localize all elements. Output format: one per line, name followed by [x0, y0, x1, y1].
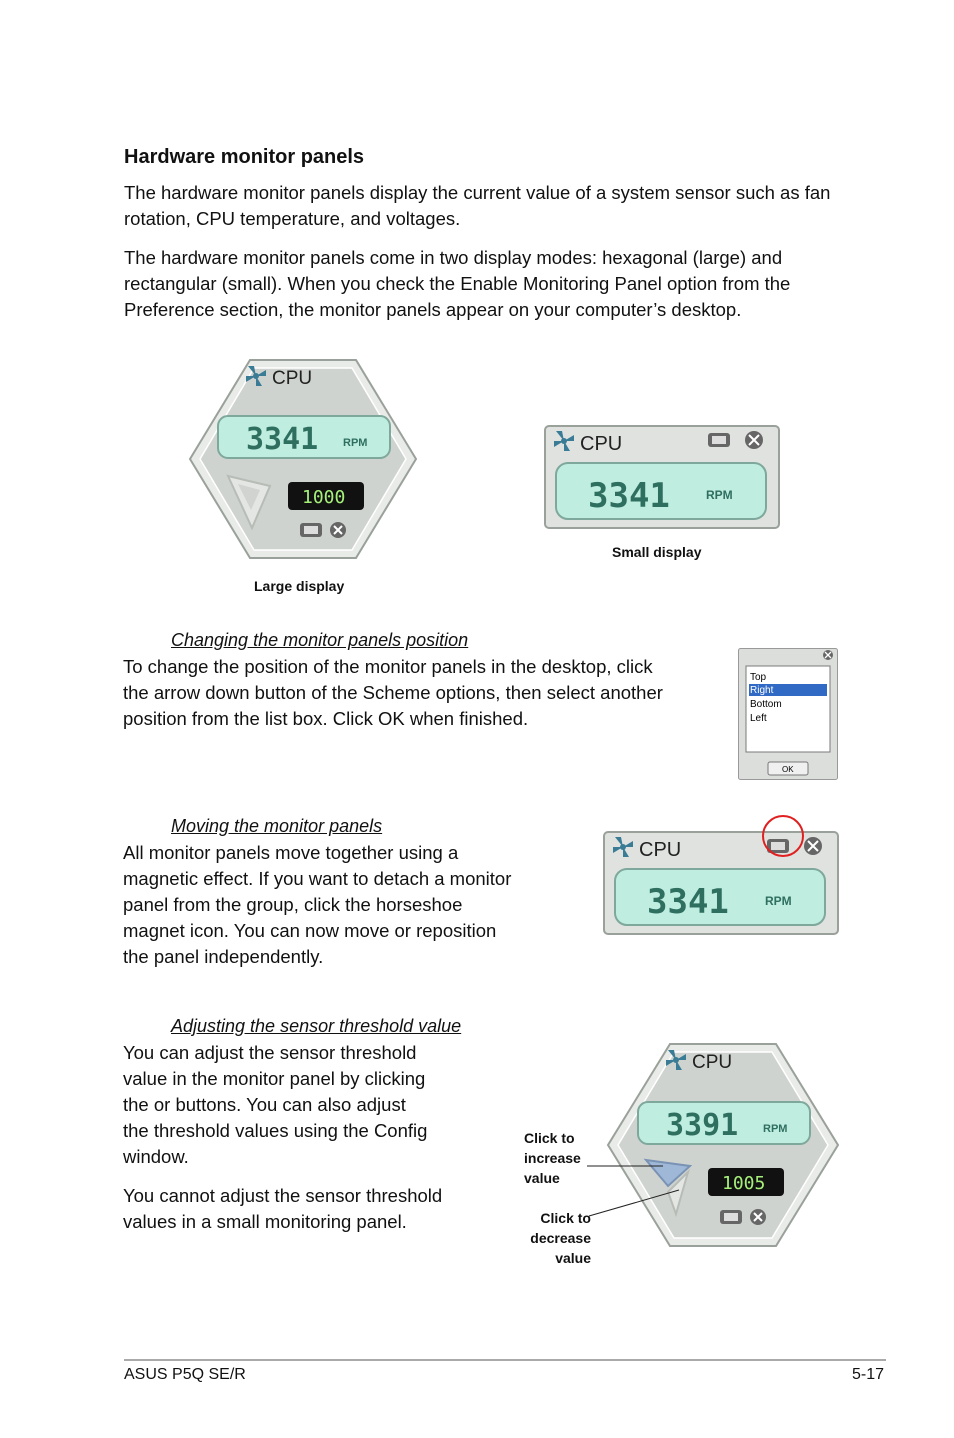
rpm-unit: RPM	[706, 488, 733, 502]
rpm-value: 3341	[647, 882, 729, 922]
moving-text: All monitor panels move together using a magnetic effect. If you want to detach a monitor panel from the group, click the horseshoe magnet icon. You can now move or reposition the panel independently.	[123, 842, 512, 967]
footer-divider	[124, 1359, 886, 1361]
ok-button[interactable]	[768, 762, 808, 775]
section-heading: Hardware monitor panels	[124, 146, 365, 168]
list-item-top[interactable]: Top	[750, 672, 767, 683]
callout-line-decrease	[589, 1190, 679, 1216]
close-icon[interactable]	[330, 522, 346, 538]
position-text: To change the position of the monitor panels in the desktop, click the arrow down button of the Scheme options, then select another position from the list box. Click OK when finished.	[123, 656, 663, 729]
panel-label: CPU	[272, 368, 313, 389]
rpm-unit: RPM	[763, 1123, 788, 1135]
rpm-value: 3391	[666, 1108, 739, 1143]
intro-paragraph-1: The hardware monitor panels display the current value of a system sensor such as fan rotation, CPU temperature, and voltages.	[124, 182, 831, 229]
magnet-icon[interactable]	[708, 433, 730, 447]
rpm-unit: RPM	[765, 894, 792, 908]
footer-page-number: 5-17	[852, 1366, 885, 1383]
caption-small-display: Small display	[612, 544, 702, 560]
magnet-icon[interactable]	[300, 523, 322, 537]
panel-label: CPU	[580, 433, 623, 455]
close-icon[interactable]	[823, 650, 833, 660]
magnet-icon[interactable]	[720, 1210, 742, 1224]
svg-text:OK: OK	[782, 765, 794, 774]
rpm-value: 3341	[588, 476, 670, 516]
threshold-text: You can adjust the sensor threshold value in the monitor panel by clicking the or buttons. You can also adjust the threshold values using the Config window.	[123, 1042, 428, 1167]
large-display-panel	[188, 358, 418, 560]
threshold-value: 1000	[302, 487, 346, 508]
caption-large-display: Large display	[254, 578, 345, 594]
rpm-unit: RPM	[343, 437, 368, 449]
threshold-note: You cannot adjust the sensor threshold values in a small monitoring panel.	[123, 1185, 443, 1232]
magnet-example-panel	[603, 815, 841, 937]
subheading-moving: Moving the monitor panels	[171, 816, 383, 836]
intro-paragraph-2: The hardware monitor panels come in two display modes: hexagonal (large) and rectangular (small). When you check the Enable Monitoring Panel option from the Preference section, the monitor panels appear on your computer’s desktop.	[124, 247, 791, 320]
subheading-position: Changing the monitor panels position	[171, 630, 469, 650]
close-icon[interactable]	[750, 1209, 766, 1225]
panel-label: CPU	[639, 839, 682, 861]
callout-decrease: Click to decrease value	[530, 1210, 591, 1266]
threshold-value: 1005	[722, 1173, 766, 1194]
small-display-panel	[544, 425, 780, 529]
list-item-right[interactable]: Right	[750, 685, 774, 696]
panel-label: CPU	[692, 1052, 733, 1073]
footer-product: ASUS P5Q SE/R	[124, 1366, 246, 1383]
callout-increase: Click to increase value	[524, 1130, 581, 1186]
close-icon[interactable]	[745, 431, 763, 449]
scheme-position-dialog	[738, 648, 838, 780]
rpm-value: 3341	[246, 422, 319, 457]
callout-lines	[585, 1160, 695, 1230]
subheading-threshold: Adjusting the sensor threshold value	[171, 1016, 462, 1036]
close-icon[interactable]	[804, 837, 822, 855]
list-item-left[interactable]: Left	[750, 713, 767, 724]
list-item-bottom[interactable]: Bottom	[750, 699, 782, 710]
